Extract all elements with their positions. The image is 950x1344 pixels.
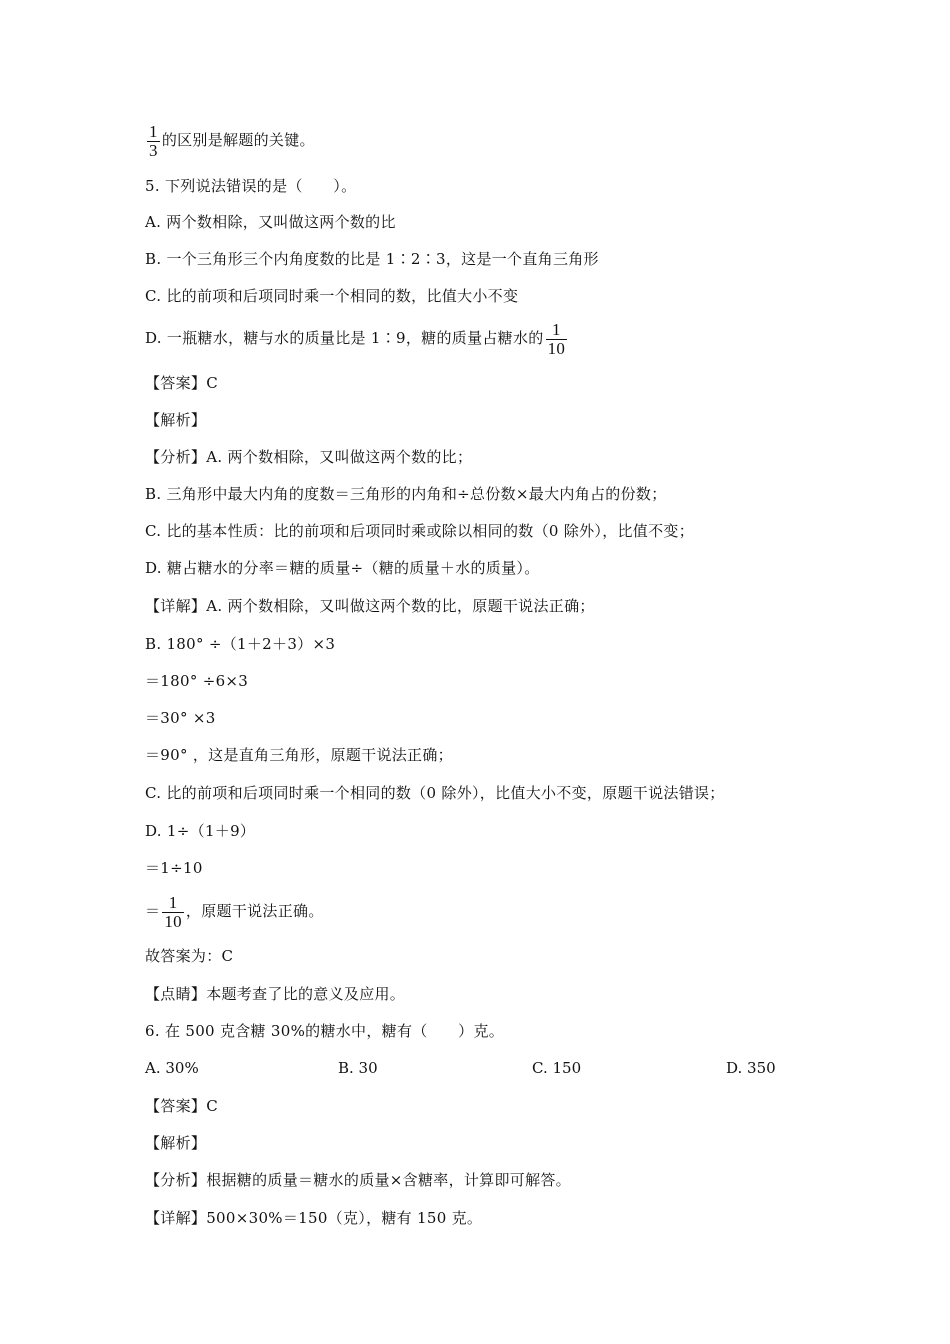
- q5-option-a: A. 两个数相除，又叫做这两个数的比: [145, 213, 396, 231]
- q5-detail-b2: ＝180° ÷6×3: [145, 672, 249, 690]
- q6-analysis-heading: 【解析】: [145, 1134, 207, 1152]
- previous-answer-tail: $\frac{1}{3}$ 的区别是解题的关键。: [149, 121, 315, 160]
- q6-detail: 【详解】500×30%＝150（克），糖有 150 克。: [145, 1209, 483, 1227]
- q5-detail-b1: B. 180° ÷（1＋2＋3）×3: [145, 635, 336, 653]
- q5-detail-b3: ＝30° ×3: [145, 709, 216, 727]
- q5-analysis-b: B. 三角形中最大内角的度数＝三角形的内角和÷总份数×最大内角占的份数；: [145, 485, 667, 503]
- q5-detail-d2: ＝1÷10: [145, 859, 203, 877]
- q6-option-a: A. 30%: [145, 1059, 199, 1077]
- q5-conclusion: 故答案为：C: [145, 947, 234, 965]
- q5-analysis-d: D. 糖占糖水的分率＝糖的质量÷（糖的质量＋水的质量）。: [145, 559, 540, 577]
- q5-detail-d1: D. 1÷（1＋9）: [145, 822, 256, 840]
- q5-option-d: D. 一瓶糖水，糖与水的质量比是 1∶9，糖的质量占糖水的 $\frac{1}{10}$: [145, 319, 566, 358]
- fraction-one-tenth-result: $\frac{1}{10}$: [164, 892, 182, 931]
- q6-analysis: 【分析】根据糖的质量＝糖水的质量×含糖率，计算即可解答。: [145, 1171, 571, 1189]
- fraction-one-tenth: $\frac{1}{10}$: [547, 319, 566, 358]
- q5-comment: 【点睛】本题考查了比的意义及应用。: [145, 985, 406, 1003]
- q5-answer: 【答案】C: [145, 374, 218, 392]
- q5-detail-c: C. 比的前项和后项同时乘一个相同的数（0 除外），比值大小不变，原题干说法错误；: [145, 784, 725, 802]
- q5-detail-d3: ＝ $\frac{1}{10}$ ，原题干说法正确。: [145, 892, 324, 931]
- q6-option-d: D. 350: [726, 1059, 776, 1077]
- q5-analysis-c: C. 比的基本性质：比的前项和后项同时乘或除以相同的数（0 除外），比值不变；: [145, 522, 694, 540]
- question-6: 6. 在 500 克含糖 30%的糖水中，糖有（ ）克。: [145, 1022, 505, 1040]
- q5-detail-b4: ＝90° ，这是直角三角形，原题干说法正确；: [145, 746, 453, 764]
- fraction-one-third: $\frac{1}{3}$: [149, 121, 158, 160]
- q6-option-b: B. 30: [338, 1059, 378, 1077]
- q5-option-c: C. 比的前项和后项同时乘一个相同的数，比值大小不变: [145, 287, 519, 305]
- q5-detail-a: 【详解】A. 两个数相除，又叫做这两个数的比，原题干说法正确；: [145, 597, 595, 615]
- q6-answer: 【答案】C: [145, 1097, 218, 1115]
- q6-options: [145, 1057, 845, 1079]
- q5-analysis-a: 【分析】A. 两个数相除，又叫做这两个数的比；: [145, 448, 473, 466]
- q5-analysis-heading: 【解析】: [145, 411, 207, 429]
- q6-option-c: C. 150: [532, 1059, 582, 1077]
- q5-option-b: B. 一个三角形三个内角度数的比是 1∶2∶3，这是一个直角三角形: [145, 250, 599, 268]
- question-5: 5. 下列说法错误的是（ ）。: [145, 177, 357, 195]
